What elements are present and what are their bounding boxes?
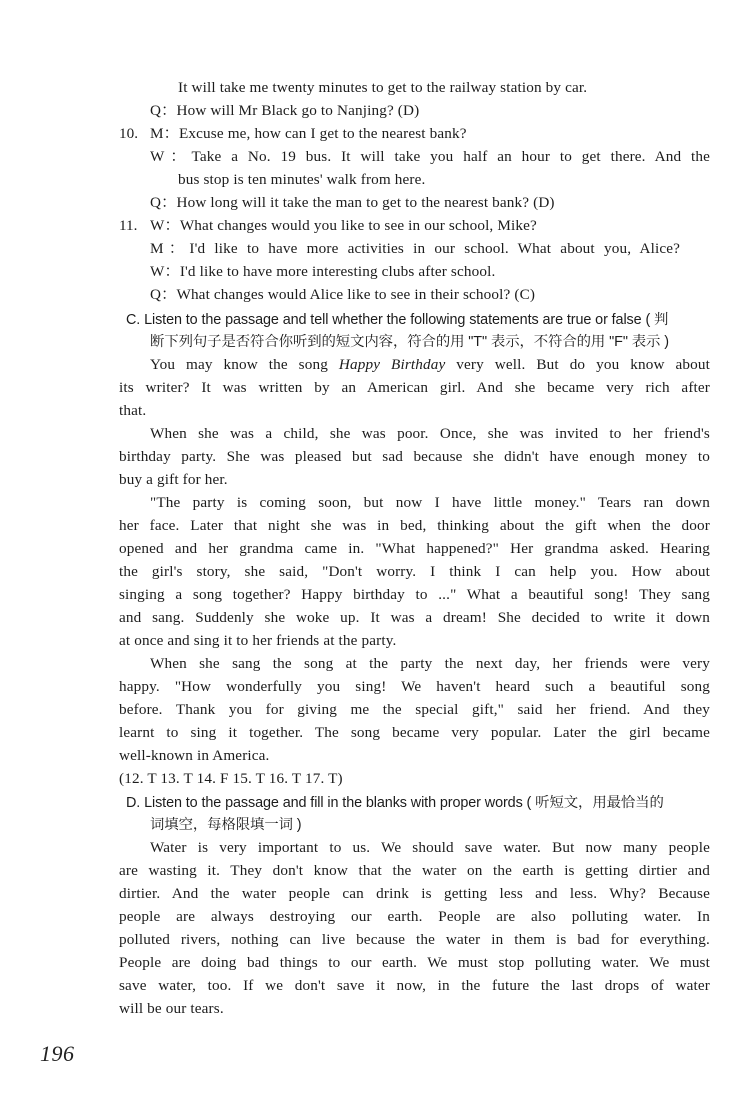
passage-line: people are always destroying our earth. People are also polluting water. In [119,908,710,925]
section-c-heading: C. Listen to the passage and tell whether the following statements are true or false ( 判 [126,312,669,328]
question-number: 10. [119,125,138,142]
passage-line: and sang. Suddenly she woke up. It was a dream! She decided to write it down [119,609,710,626]
section-d-heading: D. Listen to the passage and fill in the blanks with proper words ( 听短文，用最恰当的 [126,795,664,811]
passage-line: learnt to sing it together. The song became very popular. Later the girl became [119,724,710,741]
passage-line: save water, too. If we don't save it now, in the future the last drops of water [119,977,710,994]
passage-line: the girl's story, she said, "Don't worry. I think I can help you. How about [119,563,710,580]
passage-line: You may know the song Happy Birthday very well. But do you know about [150,356,710,373]
passage-line: "The party is coming soon, but now I have little money." Tears ran down [150,494,710,511]
song-title: Happy Birthday [338,356,446,373]
dialogue-line: Q：How will Mr Black go to Nanjing? (D) [150,102,420,119]
dialogue-line: Q：What changes would Alice like to see in their school? (C) [150,286,536,303]
passage-line: dirtier. And the water people can drink is getting less and less. Why? Because [119,885,710,902]
passage-line: at once and sing it to her friends at the party. [119,632,397,649]
question-number: 11. [119,217,138,234]
passage-line: buy a gift for her. [119,471,228,488]
passage-line: When she was a child, she was poor. Once, she was invited to her friend's [150,425,710,442]
dialogue-line: W：What changes would you like to see in our school, Mike? [150,217,537,234]
passage-line: her face. Later that night she was in bed, thinking about the gift when the door [119,517,710,534]
passage-line: that. [119,402,147,419]
passage-line: When she sang the song at the party the next day, her friends were very [150,655,710,672]
dialogue-line: It will take me twenty minutes to get to the railway station by car. [178,79,588,96]
passage-line: well-known in America. [119,747,270,764]
passage-line: are wasting it. They don't know that the water on the earth is getting dirtier and [119,862,710,879]
dialogue-line: W：Take a No. 19 bus. It will take you half an hour to get there. And the [150,148,710,165]
passage-line: singing a song together? Happy birthday to ..." What a beautiful song! They sang [119,586,710,603]
passage-line: birthday party. She was pleased but sad because she didn't have enough money to [119,448,710,465]
passage-line: happy. "How wonderfully you sing! We haven't heard such a beautiful song [119,678,710,695]
dialogue-line: M：I'd like to have more activities in our school. What about you, Alice? [150,240,680,257]
dialogue-line: bus stop is ten minutes' walk from here. [178,171,426,188]
dialogue-line: Q：How long will it take the man to get to the nearest bank? (D) [150,194,555,211]
answer-key: (12. T 13. T 14. F 15. T 16. T 17. T) [119,770,343,787]
passage-line: Water is very important to us. We should save water. But now many people [150,839,710,856]
passage-line: People are doing bad things to our earth. We must stop polluting water. We must [119,954,710,971]
section-d-heading-cont: 词填空，每格限填一词 ) [150,817,302,833]
passage-line: polluted rivers, nothing can live because the water in them is bad for everything. [119,931,710,948]
dialogue-line: M：Excuse me, how can I get to the nearest bank? [150,125,467,142]
dialogue-line: W：I'd like to have more interesting clubs after school. [150,263,496,280]
passage-line: opened and her grandma came in. "What happened?" Her grandma asked. Hearing [119,540,710,557]
passage-line: its writer? It was written by an American girl. And she became very rich after [119,379,710,396]
section-c-heading-cont: 断下列句子是否符合你听到的短文内容，符合的用 "T" 表示，不符合的用 "F" 表示 ) [150,334,669,350]
passage-line: before. Thank you for giving me the special gift," said her friend. And they [119,701,710,718]
page-number: 196 [40,1041,75,1066]
passage-line: will be our tears. [119,1000,224,1017]
